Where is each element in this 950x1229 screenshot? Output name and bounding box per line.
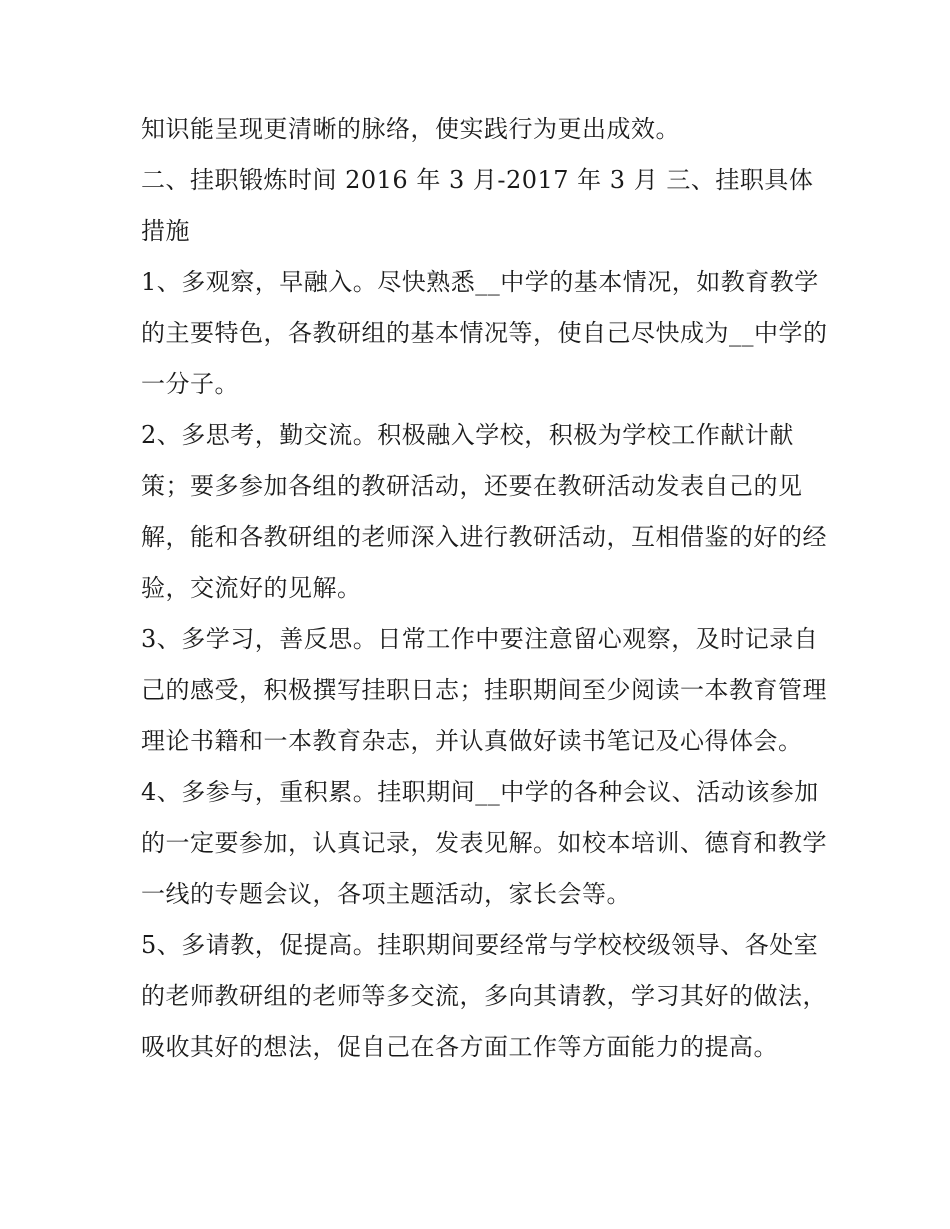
paragraph-measure-3: 3、多学习，善反思。日常工作中要注意留心观察，及时记录自己的感受，积极撰写挂职日志；挂职期间至少阅读一本教育管理理论书籍和一本教育杂志，并认真做好读书笔记及心得体会。 [141,625,827,755]
paragraph-measure-1: 1、多观察，早融入。尽快熟悉__中学的基本情况，如教育教学的主要特色，各教研组的基本情况等，使自己尽快成为__中学的一分子。 [141,268,828,398]
paragraph-measure-2: 2、多思考，勤交流。积极融入学校，积极为学校工作献计献策；要多参加各组的教研活动，还要在教研活动发表自己的见解，能和各教研组的老师深入进行教研活动，互相借鉴的好的经验，交流好的见解。 [141,421,827,602]
document-body [141,104,831,1073]
paragraph-measure-4: 4、多参与，重积累。挂职期间__中学的各种会议、活动该参加的一定要参加，认真记录，发表见解。如校本培训、德育和教学一线的专题会议，各项主题活动，家长会等。 [141,778,827,908]
paragraph-intro-continuation: 知识能呈现更清晰的脉络，使实践行为更出成效。 [141,115,680,143]
paragraph-section-headings: 二、挂职锻炼时间 2016 年 3 月-2017 年 3 月 三、挂职具体措施 [141,166,814,245]
paragraph-measure-5: 5、多请教，促提高。挂职期间要经常与学校校级领导、各处室的老师教研组的老师等多交流，多向其请教，学习其好的做法，吸收其好的想法，促自己在各方面工作等方面能力的提高。 [141,931,827,1061]
